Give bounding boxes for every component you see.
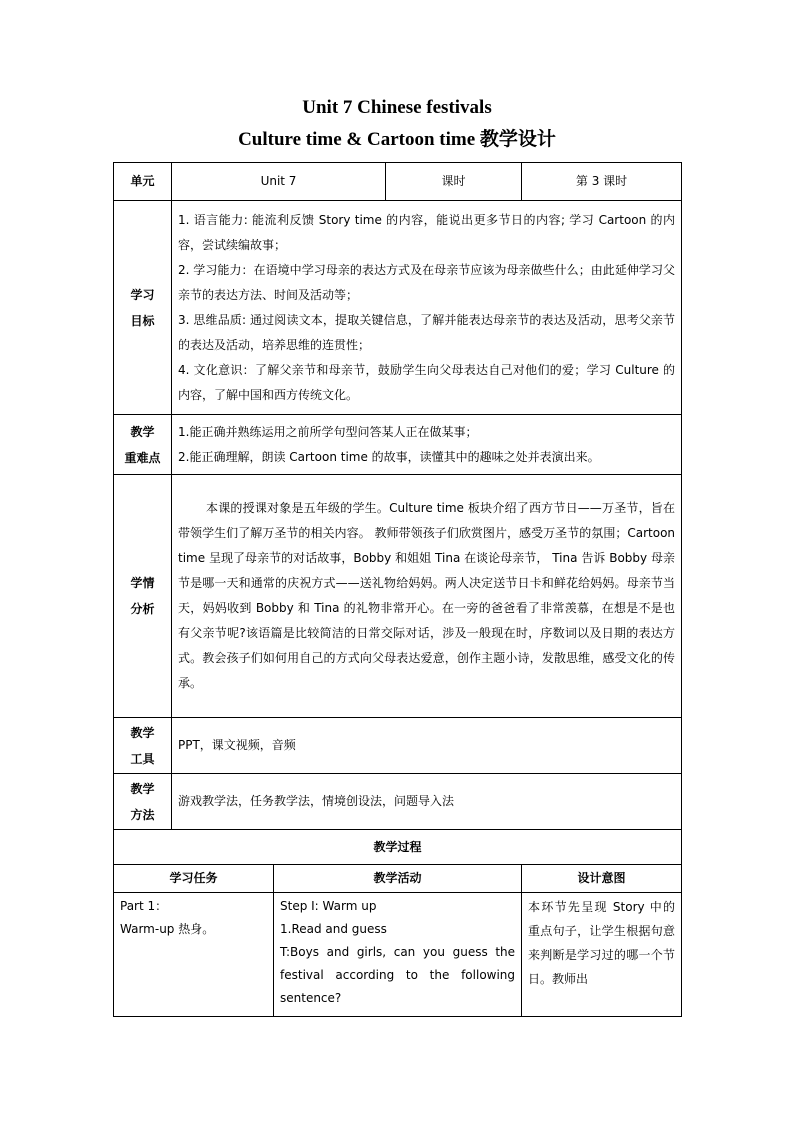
process-col-intent: 设计意图 — [522, 865, 682, 893]
objectives-row — [114, 201, 682, 415]
analysis-text: 本课的授课对象是五年级的学生。Culture time 板块介绍了西方节日——万圣节，旨在带领学生们了解万圣节的相关内容。 教师带领孩子们欣赏图片，感受万圣节的氛围；Cartoon time 呈现了母亲节的对话故事，Bobby 和姐姐 Tina 在谈论母亲节， Tina 告诉 Bobby 母亲节是哪一天和通常的庆祝方式——送礼物给妈妈。两人决定送节日卡和鲜花给妈妈。母亲节当天，妈妈收到 Bobby 和 Tina 的礼物非常开心。在一旁的爸爸看了非常羡慕，在想是不是也有父亲节呢?该语篇是比较简洁的日常交际对话，涉及一般现在时，序数词以及日期的表达方式。教会孩子们如何用自己的方式向父母表达爱意，创作主题小诗，发散思维，感受文化的传承。 — [178, 501, 676, 690]
document-title-line2: Culture time & Cartoon time 教学设计 — [238, 129, 556, 150]
activity-item: 1.Read and guess — [280, 922, 387, 936]
key-points-label-line1: 教学 — [130, 424, 155, 439]
analysis-row — [114, 475, 682, 718]
period-value: 第 3 课时 — [522, 163, 682, 201]
key-points-content — [172, 415, 682, 475]
period-label: 课时 — [386, 163, 522, 201]
process-col-task: 学习任务 — [114, 865, 274, 893]
process-task-cell — [114, 893, 274, 1017]
objective-item: 1. 语言能力: 能流利反馈 Story time 的内容，能说出更多节日的内容; 学习 Cartoon 的内容，尝试续编故事； — [178, 212, 676, 252]
analysis-label-line1: 学情 — [130, 576, 155, 590]
key-points-row — [114, 415, 682, 475]
intent-text: 本环节先呈现 Story 中的重点句子，让学生根据句意来判断是学习过的哪一个节日。教师出 — [528, 900, 676, 986]
tools-label-line1: 教学 — [130, 725, 155, 740]
part-title: Part 1： — [120, 899, 168, 913]
objective-item: 2. 学习能力：在语境中学习母亲的表达方式及在母亲节应该为母亲做些什么；由此延伸学习父亲节的表达方法、时间及活动等； — [178, 262, 676, 302]
process-part-row — [114, 893, 682, 1017]
unit-label: 单元 — [114, 163, 172, 201]
lesson-plan-table — [113, 162, 682, 1017]
key-points-label-line2: 重难点 — [124, 450, 161, 465]
methods-label — [114, 774, 172, 830]
process-columns-row — [114, 865, 682, 893]
tools-label — [114, 718, 172, 774]
process-heading-row — [114, 830, 682, 865]
key-point-item: 1.能正确并熟练运用之前所学句型问答某人正在做某事； — [178, 424, 478, 439]
methods-row — [114, 774, 682, 830]
document-title-line1: Unit 7 Chinese festivals — [302, 97, 492, 118]
process-heading: 教学过程 — [114, 830, 682, 865]
part-name: Warm-up 热身。 — [120, 922, 215, 936]
objectives-content — [172, 201, 682, 415]
analysis-label-line2: 分析 — [130, 602, 155, 616]
objective-item: 3. 思维品质: 通过阅读文本，提取关键信息，了解并能表达母亲节的表达及活动，思考父亲节的表达及活动，培养思维的连贯性； — [178, 312, 676, 352]
objectives-label-line1: 学习 — [130, 287, 155, 302]
process-intent-cell — [522, 893, 682, 1017]
process-activity-cell — [274, 893, 522, 1017]
methods-label-line2: 方法 — [130, 807, 155, 822]
unit-value: Unit 7 — [172, 163, 386, 201]
process-col-activity: 教学活动 — [274, 865, 522, 893]
objective-item: 4. 文化意识：了解父亲节和母亲节，鼓励学生向父母表达自己对他们的爱；学习 Culture 的内容，了解中国和西方传统文化。 — [178, 362, 676, 402]
analysis-content — [172, 475, 682, 718]
key-points-label — [114, 415, 172, 475]
analysis-label — [114, 475, 172, 718]
activity-item: T:Boys and girls, can you guess the festival according to the following sentence? — [280, 945, 516, 1005]
key-point-item: 2.能正确理解，朗读 Cartoon time 的故事，读懂其中的趣味之处并表演出来。 — [178, 449, 600, 464]
methods-content: 游戏教学法，任务教学法，情境创设法，问题导入法 — [172, 774, 682, 830]
tools-row — [114, 718, 682, 774]
activity-step: Step I: Warm up — [280, 899, 377, 913]
objectives-label — [114, 201, 172, 415]
methods-label-line1: 教学 — [130, 781, 155, 796]
unit-info-row — [114, 163, 682, 201]
tools-content: PPT，课文视频，音频 — [172, 718, 682, 774]
tools-label-line2: 工具 — [130, 751, 155, 766]
objectives-label-line2: 目标 — [130, 313, 155, 328]
